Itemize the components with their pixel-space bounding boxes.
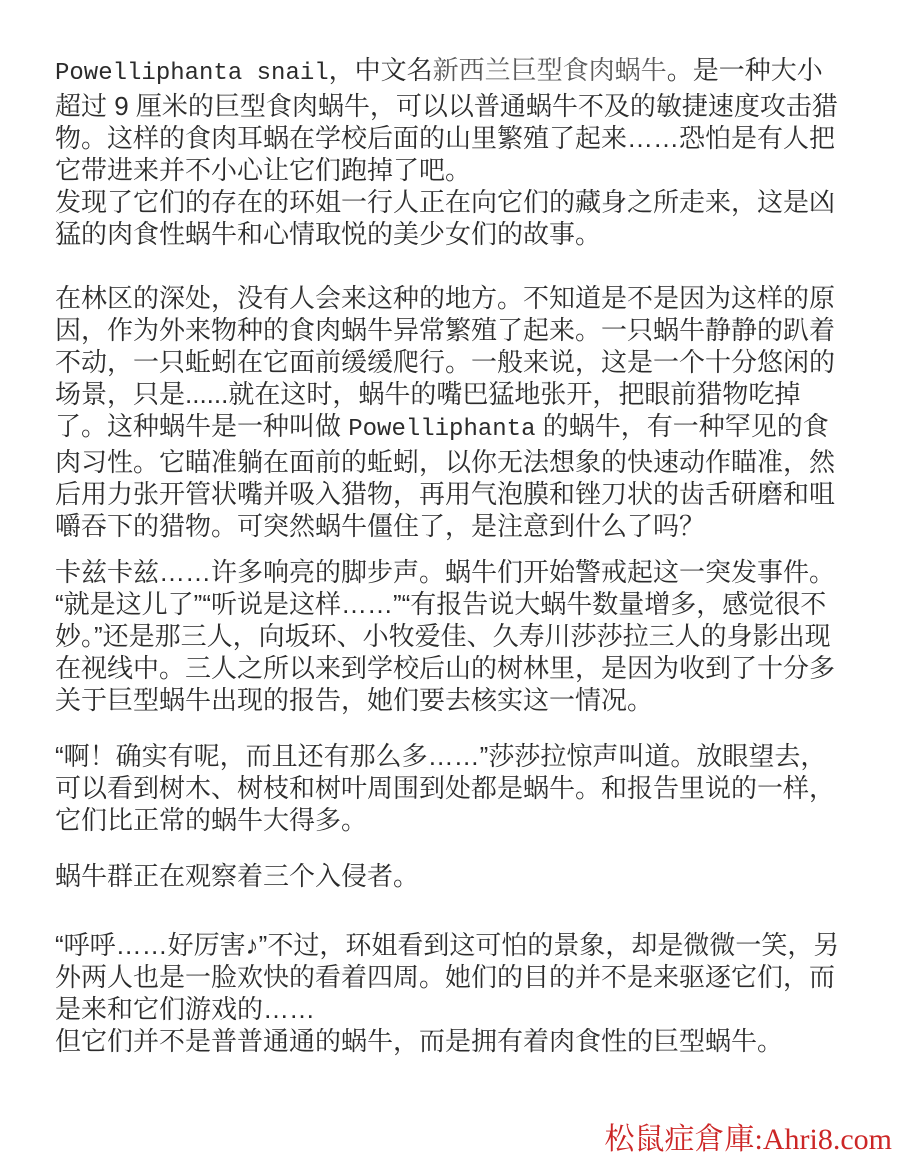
species-chinese-name: 新西兰巨型食肉蜗牛 bbox=[432, 55, 667, 85]
paragraph-sasara-exclaim: “啊！确实有呢，而且还有那么多……”莎莎拉惊声叫道。放眼望去，可以看到树木、树枝和树叶周围到处都是蜗牛。和报告里说的一样，它们比正常的蜗牛大得多。 bbox=[55, 741, 836, 835]
paragraph-text: 。是一种大小超过 9 厘米的巨型食肉蜗牛，可以以普通蜗牛不及的敏捷速度攻击猎物。这样的食肉耳蜗在学校后面的山里繁殖了起来……恐怕是有人把它带进来并不小心让它们跑掉了吧。 bbox=[55, 55, 838, 185]
watermark bbox=[605, 1123, 892, 1157]
paragraph-not-ordinary-snails: 但它们并不是普普通通的蜗牛，而是拥有着肉食性的巨型蜗牛。 bbox=[55, 1026, 784, 1056]
paragraph-tamaki-smile: “呼呼……好厉害♪”不过，环姐看到这可怕的景象，却是微微一笑，另外两人也是一脸欢快的看着四周。她们的目的并不是来驱逐它们，而是来和它们游戏的…… bbox=[55, 930, 840, 1024]
paragraph-text: 的蜗牛，有一种罕见的食肉习性。它瞄准躺在面前的蚯蚓，以你无法想象的快速动作瞄准，然后用力张开管状嘴并吸入猎物，再用气泡膜和锉刀状的齿舌研磨和咀嚼吞下的猎物。可突然蜗牛僵住了，是注意到什么了吗？ bbox=[55, 411, 836, 541]
article-body bbox=[55, 54, 847, 1057]
paragraph-text: ，中文名 bbox=[328, 55, 433, 85]
paragraph-snails-watching: 蜗牛群正在观察着三个入侵者。 bbox=[55, 861, 420, 891]
paragraph-forest-scene bbox=[55, 282, 847, 542]
species-latin-name: Powelliphanta snail bbox=[55, 60, 329, 87]
paragraph-story-premise: 发现了它们的存在的环姐一行人正在向它们的藏身之所走来，这是凶猛的肉食性蜗牛和心情取悦的美少女们的故事。 bbox=[55, 187, 836, 249]
paragraph-text: 在林区的深处，没有人会来这种的地方。不知道是不是因为这样的原因，作为外来物种的食肉蜗牛异常繁殖了起来。一只蜗牛静静的趴着不动，一只蚯蚓在它面前缓缓爬行。一般来说，这是一个十分悠闲的场景，只是......就在这时，蜗牛的嘴巴猛地张开，把眼前猎物吃掉了。这种蜗牛是一种叫做 bbox=[55, 283, 836, 441]
paragraph-footsteps: 卡兹卡兹……许多响亮的脚步声。蜗牛们开始警戒起这一突发事件。 bbox=[55, 557, 836, 587]
species-latin-name: Powelliphanta bbox=[348, 416, 536, 443]
watermark-text: 松鼠症倉庫:Ahri8.com bbox=[604, 1123, 892, 1156]
paragraph-species-intro bbox=[55, 54, 847, 186]
paragraph-trio-arrival: “就是这儿了”“听说是这样……”“有报告说大蜗牛数量增多，感觉很不妙。”还是那三人，向坂环、小牧爱佳、久寿川莎莎拉三人的身影出现在视线中。三人之所以来到学校后山的树林里，是因为收到了十分多关于巨型蜗牛出现的报告，她们要去核实这一情况。 bbox=[55, 589, 836, 715]
